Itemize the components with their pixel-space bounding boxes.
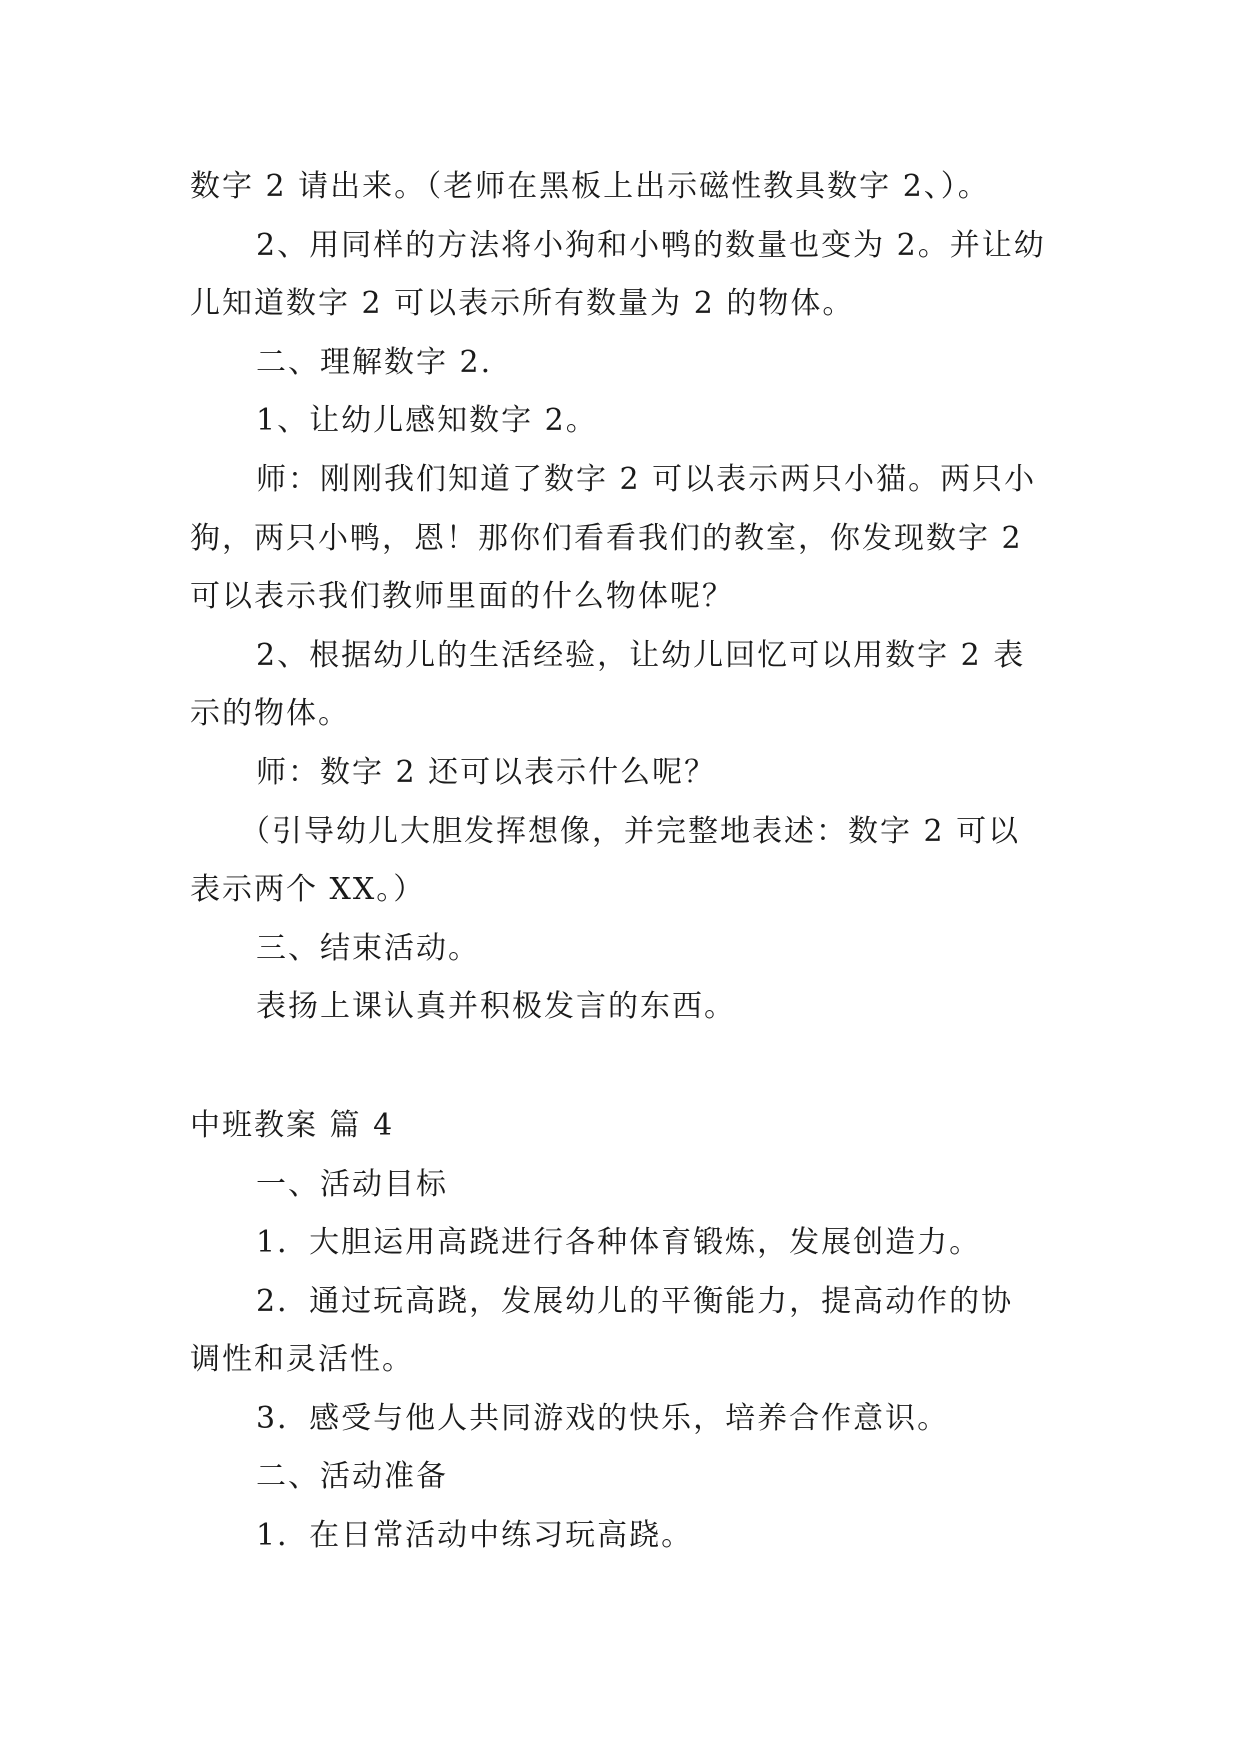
- section-heading: 一、活动目标: [256, 1166, 448, 1202]
- paragraph-line: （引导幼儿大胆发挥想像，并完整地表述：数字 2 可以: [240, 813, 1021, 849]
- paragraph-line: 1．大胆运用高跷进行各种体育锻炼，发展创造力。: [256, 1225, 982, 1261]
- paragraph-line: 儿知道数字 2 可以表示所有数量为 2 的物体。: [190, 286, 855, 322]
- paragraph-line: 示的物体。: [190, 696, 350, 732]
- paragraph-line: 1．在日常活动中练习玩高跷。: [256, 1518, 694, 1554]
- paragraph-line: 2、用同样的方法将小狗和小鸭的数量也变为 2。并让幼: [256, 227, 1046, 263]
- lesson-title: 中班教案 篇 4: [190, 1107, 395, 1143]
- paragraph-line: 师：数字 2 还可以表示什么呢？: [256, 754, 717, 790]
- paragraph-line: 调性和灵活性。: [190, 1342, 414, 1378]
- paragraph-line: 表示两个 XX。）: [190, 872, 426, 908]
- paragraph-line: 2．通过玩高跷，发展幼儿的平衡能力，提高动作的协: [256, 1283, 1014, 1319]
- document-page: [190, 158, 1060, 1566]
- paragraph-line: 数字 2 请出来。（老师在黑板上出示磁性教具数字 2、）。: [190, 169, 990, 204]
- paragraph-line: 1、让幼儿感知数字 2。: [256, 403, 598, 439]
- paragraph-line: 可以表示我们教师里面的什么物体呢？: [190, 579, 734, 615]
- paragraph-line: 狗，两只小鸭，恩！那你们看看我们的教室，你发现数字 2: [190, 520, 1023, 556]
- section-heading: 三、结束活动。: [256, 930, 480, 966]
- section-spacer: [190, 1037, 1060, 1097]
- paragraph-line: 2、根据幼儿的生活经验，让幼儿回忆可以用数字 2 表: [256, 637, 1026, 673]
- paragraph-line: 师：刚刚我们知道了数字 2 可以表示两只小猫。两只小: [256, 461, 1037, 497]
- paragraph-line: 表扬上课认真并积极发言的东西。: [256, 989, 736, 1025]
- paragraph-line: 3．感受与他人共同游戏的快乐，培养合作意识。: [256, 1400, 950, 1436]
- section-heading: 二、理解数字 2.: [256, 344, 493, 380]
- section-heading: 二、活动准备: [256, 1459, 448, 1495]
